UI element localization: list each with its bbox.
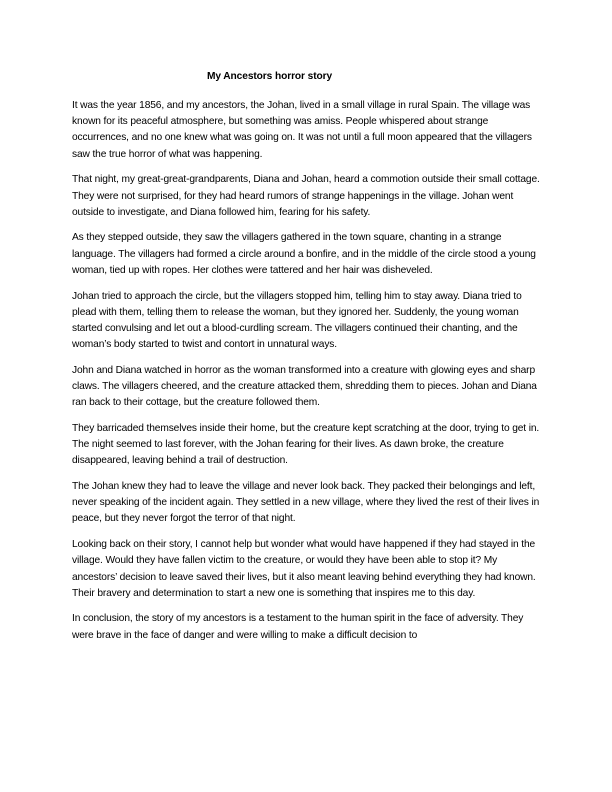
document-title: My Ancestors horror story [207,71,333,82]
paragraph-3: As they stepped outside, they saw the villagers gathered in the town square, chanting in a strange language. The villagers had formed a circle around a bonfire, and in the middle of the circle stood a young woman, tied up with ropes. Her clothes were tattered and her hair was disheveled. [72,232,536,276]
paragraph-9: In conclusion, the story of my ancestors is a testament to the human spirit in the face of adversity. They were brave in the face of danger and were willing to make a difficult decision to [72,613,524,641]
paragraph-7: The Johan knew they had to leave the village and never look back. They packed their belongings and left, never speaking of the incident again. They settled in a new village, where they lived the rest of their lives in peace, but they never forgot the terror of that night. [72,481,540,525]
paragraph-5: John and Diana watched in horror as the woman transformed into a creature with glowing eyes and sharp claws. The villagers cheered, and the creature attacked them, shredding them to pieces. Johan and Diana ran back to their cottage, but the creature followed them. [72,364,537,409]
paragraph-2: That night, my great-great-grandparents, Diana and Johan, heard a commotion outside their small cottage. They were not surprised, for they had heard rumors of strange happenings in the village. Johan went outside to investigate, and Diana followed him, fearing for his safety. [72,174,540,218]
document-body [72,98,544,644]
paragraph-6: They barricaded themselves inside their home, but the creature kept scratching at the door, trying to get in. The night seemed to last forever, with the Johan fearing for their lives. As dawn broke, the creature disappeared, leaving behind a trail of destruction. [72,422,540,467]
paragraph-8: Looking back on their story, I cannot help but wonder what would have happened if they had stayed in the village. Would they have fallen victim to the creature, or would they have been able to stop it? My ancestors’ decision to leave saved their lives, but it also meant leaving behind everything they had known. Their bravery and determination to start a new one is something that inspires me to this day. [72,539,536,599]
paragraph-1: It was the year 1856, and my ancestors, the Johan, lived in a small village in rural Spain. The village was known for its peaceful atmosphere, but something was amiss. People whispered about strange occurrences, and no one knew what was going on. It was not until a full moon appeared that the villagers saw the true horror of what was happening. [72,100,532,160]
paragraph-4: Johan tried to approach the circle, but the villagers stopped him, telling him to stay away. Diana tried to plead with them, telling them to release the woman, but they ignored her. Suddenly, the young woman started convulsing and let out a blood-curdling scream. The villagers continued their chanting, and the woman’s body started to twist and contort in unnatural ways. [72,290,522,351]
